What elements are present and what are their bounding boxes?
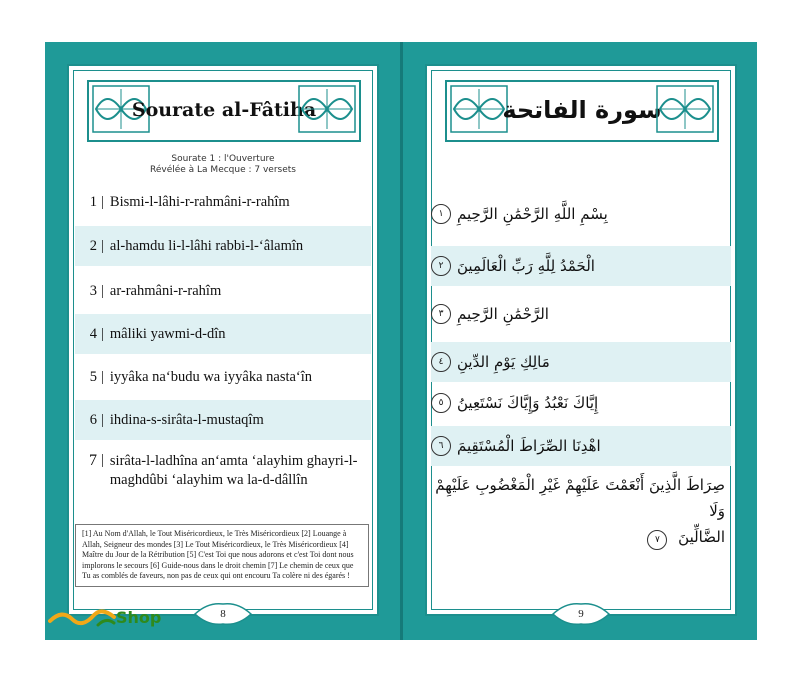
left-page <box>45 42 401 640</box>
translation-footnote: [1] Au Nom d'Allah, le Tout Miséricordieux, le Très Miséricordieux [2] Louange à Allah, Seigneur des mondes [3] Le Tout Miséricordieux, le Très Miséricordieux [4] Maître du Jour de la Rétribution [5] C'est Toi que nous adorons et c'est Toi dont nous implorons le secours [6] Guide-nous dans le droit chemin [7] Le chemin de ceux que Tu as comblés de faveurs, non pas de ceux qui ont encouru Ta colère ni des égarés ! <box>75 524 369 587</box>
verse-3: 3 | ar-rahmâni-r-rahîm <box>89 282 222 299</box>
ornament-knot-icon <box>656 85 714 133</box>
surah-title-latin: Sourate al-Fâtiha <box>131 99 317 121</box>
shop-logo: Shop <box>48 607 178 633</box>
subtitle-line-1: Sourate 1 : l'Ouverture <box>171 154 275 164</box>
ayah-number-icon: ٣ <box>431 304 451 324</box>
page-number-left: 8 <box>193 602 253 626</box>
ayah-3: الرَّحْمَٰنِ الرَّحِيمِ ٣ <box>431 298 731 330</box>
verse-1: 1 | Bismi-l-lâhi-r-rahmâni-r-rahîm <box>89 193 290 210</box>
ornament-knot-icon <box>298 85 356 133</box>
ayah-1: بِسْمِ اللَّهِ الرَّحْمَٰنِ الرَّحِيمِ ١ <box>431 198 731 230</box>
ayah-number-icon: ٦ <box>431 436 451 456</box>
verse-6: 6 | ihdina-s-sirâta-l-mustaqîm <box>75 400 371 440</box>
right-page <box>403 42 757 640</box>
ornament-knot-icon <box>450 85 508 133</box>
verse-5: 5 | iyyâka na‘budu wa iyyâka nasta‘în <box>89 368 313 385</box>
verse-7: 7 | sirâta-l-ladhîna an‘amta ‘alayhim ghayri-l- maghdûbi ‘alayhim wa la-d-dâllîn <box>89 452 358 488</box>
right-page-content <box>425 64 737 620</box>
ayah-6: اهْدِنَا الصِّرَاطَ الْمُسْتَقِيمَ ٦ <box>431 426 731 466</box>
ayah-7: صِرَاطَ الَّذِينَ أَنْعَمْتَ عَلَيْهِمْ غَيْرِ الْمَغْضُوبِ عَلَيْهِمْ وَلَا الضَّالِّينَ ٧ <box>431 472 731 528</box>
surah-title-arabic: سورة الفاتحة <box>502 96 662 124</box>
ayah-number-icon: ٤ <box>431 352 451 372</box>
ayah-number-icon: ٢ <box>431 256 451 276</box>
ayah-2: الْحَمْدُ لِلَّهِ رَبِّ الْعَالَمِينَ ٢ <box>431 246 731 286</box>
ayah-5: إِيَّاكَ نَعْبُدُ وَإِيَّاكَ نَسْتَعِينُ ٥ <box>431 386 731 420</box>
book-spread <box>45 42 757 640</box>
subtitle-line-2: Révélée à La Mecque : 7 versets <box>149 165 296 175</box>
ayah-number-icon: ٥ <box>431 393 451 413</box>
title-banner-left <box>87 80 361 142</box>
logo-swoosh-icon <box>48 607 118 633</box>
title-banner-right <box>445 80 719 142</box>
verse-2: 2 | al-hamdu li-l-lâhi rabbi-l-‘âlamîn <box>75 226 371 266</box>
ayah-number-icon: ٧ <box>647 530 667 550</box>
page-number-right: 9 <box>551 602 611 626</box>
ayah-4: مَالِكِ يَوْمِ الدِّينِ ٤ <box>431 342 731 382</box>
verse-4: 4 | mâliki yawmi-d-dîn <box>75 314 371 354</box>
ayah-number-icon: ١ <box>431 204 451 224</box>
